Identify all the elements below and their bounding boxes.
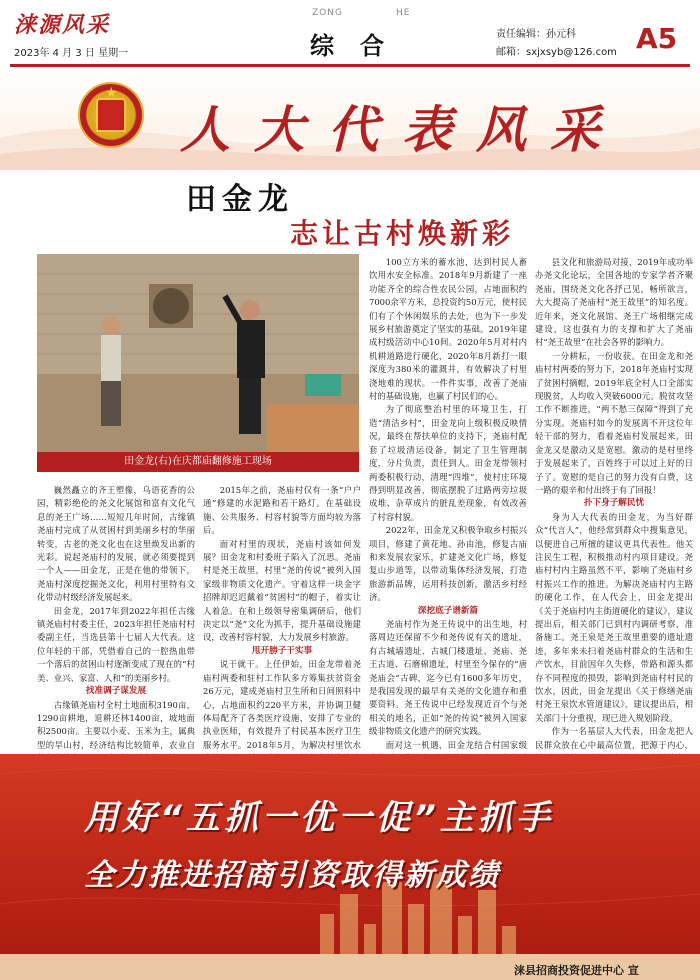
headline-subtitle: 志让古村焕新彩	[290, 217, 515, 250]
advertisement	[0, 754, 700, 980]
subheading: 找准调子谋发展	[85, 686, 147, 697]
paragraph: 100立方米的蓄水池，达到村民人畜饮用水安全标准。2018年9月新建了一座功能齐全的综合性农民公园，占地面积约7000余平方米，总投资约50万元，使村民们有了个休闲娱乐的去处，也为下一步发展乡村旅游奠定了坚实的基础。2019年建成村级活动中心10间。2020年5月对村内机耕道路进行硬化，2020年8月新打一眼深度为380米的灌溉井，有效解决了村里浇地难的现状。一件件实事，改善了尧庙村的基础设施，也赢了村民们的心。	[369, 257, 527, 402]
ad-slogan-line2: 全力推进招商引资取得新成绩	[84, 858, 500, 893]
headline-name: 田金龙	[186, 182, 294, 217]
page-header	[0, 0, 700, 62]
paragraph: 古缘镇尧庙村全村土地面积3190亩，1290亩耕地，退耕还林1400亩，坡地面积2500亩。主要以小麦、玉米为主，属典型的旱山村，经济结构比较简单，农业自	[37, 699, 195, 750]
ad-slogan-line1: 用好“五抓一优一促”主抓手	[84, 798, 554, 838]
section-pinyin-left: ZONG	[312, 8, 343, 18]
section-pinyin-right: HE	[396, 8, 411, 18]
photo-caption: 田金龙(右)在庆都庙翻修施工现场	[37, 452, 359, 472]
editor-name: 责任编辑：孙元科	[496, 29, 576, 40]
column-banner	[0, 68, 700, 170]
paragraph: 为了彻底整治村里的环境卫生，打造“清洁乡村”，田金龙向上级积极反映情况，最终在帮扶单位的支持下，尧庙村配套了垃圾清运设备，制定了卫生管理制度，分片负责，责任到人。田金龙带领村两委积极行动，清理“四堆”，使村庄环境得到明显改善，彻底摆脱了过路两旁垃圾成堆、杂草成片的脏乱差现象，有效改善了村容村貌。	[369, 404, 527, 522]
paragraph: 2022年，田金龙又积极争取乡村振兴项目，修建了黄花地、孙由池，修复古庙和来发展农家乐，扩建尧文化广场，修复复山步道等，以带动集体经济发展，打造旅游新品牌，运用科技创新，激活乡村经济。	[369, 525, 527, 603]
subheading: 扑下身子解民忧	[583, 498, 645, 509]
header-rule	[10, 64, 690, 67]
section-title: 综合	[310, 31, 410, 60]
paragraph: 县文化和旅游局对接，2019年成功举办尧文化论坛，全国各地的专家学者齐聚尧庙，围绕尧文化各抒己见，畅所欲言，大大提高了尧庙村“尧王故里”的知名度。近年来，尧文化展馆、尧王广场相继完成建设，这也强有力的支撑和扩大了尧庙村“尧王故里”在社会各界的影响力。	[535, 257, 693, 348]
subheading: 甩开膀子干实事	[251, 645, 313, 656]
article-column-3	[369, 256, 527, 750]
paragraph: 面对这一机遇，田金龙结合村国家级	[385, 739, 527, 750]
paragraph: 2015年之前，尧庙村仅有一条“户户通”修建的水泥路和若干路灯。在基础设施、公共服务、村容村貌等方面均较为落后。	[203, 485, 361, 536]
ad-credit: 涞县招商投资促进中心 宣	[514, 964, 639, 977]
paragraph: 面对村里的现状，尧庙村该如何发展？田金龙和村委班子陷入了沉思。尧庙村是尧王故里，村里“尧的传说”被列入国家级非物质文化遗产。守着这样一块金字招牌却迟迟戴着“贫困村”的帽子，着实让人着急。在和上级领导密集调研后，他们决定以“尧”文化为抓手，提升基础设施建设，改善村容村貌，大力发展乡村旅游。	[203, 538, 361, 643]
page-number: A5	[636, 22, 678, 55]
paragraph: 身为人大代表的田金龙，为当好群众“代言人”，他经常到群众中搜集意见，以便进自己所擅的建议更具代表性。他关注民生工程，积极推动村内项目建设。尧庙村村内主路虽然不平，影响了尧庙村乡村振兴工作的推进。为解决尧庙村内主路的硬化工作，在人代会上，田金龙提出《关于尧庙村内主街道硬化的建议》，建议提出后，相关部门已到村内调研考察，准备施工。尧王泉是尧王故里重要的遗址遗迹，多年来未扫着尧庙村群众的生活和生产饮水，目前因年久失修，带路和源头都存不同程度的损毁，影响到尧庙村村民的饮水，因此，田金龙提出《关于修缮尧庙村尧王泉饮水管道建议》，建议提出后，相关部门十分重视，现已进入规划阶段。	[535, 511, 693, 723]
subheading: 深挖底子谱新篇	[417, 605, 479, 616]
article-column-4	[535, 256, 693, 750]
paragraph: 一分耕耘，一份收获。在田金龙和尧庙村村两委的努力下，2018年尧庙村实现了贫困村摘帽，2019年底全村人口全部实现脱贫，人均收入突破6000元。脱贫攻坚工作不断推进，“两不愁三保障”得到了充分实现。尧庙村如今的发展离不开这位年轻干部的努力，看着尧庙村发展起来，田金龙又是激动又是宽慰。激动的是村里终于发展起来了，百姓终于可以过上好的日子了。宽慰的是自己的努力没有白费，这一路的艰辛和付出终于有了回报！	[535, 350, 693, 495]
paragraph: 说干就干。上任伊始，田金龙带着尧庙村两委和驻村工作队多方筹集扶贫资金26万元，建成尧庙村卫生所和日间照料中心，占地面积约220平方米，并协调卫健体局配齐了各类医疗设施，安排了专业的执业医师，有效提升了村民基本医疗卫生服务水平。2018年5月，为解决村里饮水	[203, 659, 361, 750]
banner-title: 人大代表风采	[180, 100, 624, 159]
masthead: 涞源风采	[14, 12, 111, 38]
photo-scene	[37, 254, 359, 452]
article-photo	[37, 254, 359, 452]
editor-email: 邮箱：sxjxsyb@126.com	[496, 47, 617, 58]
article-column-1	[37, 484, 195, 750]
national-emblem-icon: ★	[78, 82, 144, 148]
paragraph: 田金龙，2017年到2022年担任古缘镇尧庙村村委主任，2023年担任尧庙村村委副主任，当选县第十七届人大代表。这位年轻的干部，凭借着自己的一腔热血带一个落后的贫困山村逐渐变成了现在的“村美、业兴、家富、人和”的美丽乡村。	[37, 605, 195, 683]
paragraph: 尧庙村作为尧王传说中的出生地，村落周边还保留不少和尧传说有关的遗址，有古城墙遗址、古城门楼遗址、尧庙、尧王古道、石磨棉遗址，村里至今保存的“唐尧庙会”古碑，迄今已有1600多年历史，是我国发现的最早有关尧的文化遗存和重要资料。尧王传说中已经发现近百个与尧相关的地名，正如“尧的传说”被列入国家级非物质文化遗产的研究实践。	[369, 618, 527, 737]
issue-date: 2023年 4 月 3 日 星期一	[14, 48, 129, 59]
paragraph: 巍然矗立的齐王塑像，乌语花香的公园，精彩绝伦的尧文化展馆和富有文化气息的尧王广场……短短几年时间，古缘镇尧庙村完成了从贫困村到美丽乡村的华丽转变，古老的尧文化也在这里焕发出新的光彩。说起尧庙村的发展，就必须要提到一个人——田金龙，正是在他的带领下，尧庙村深度挖掘尧文化，利用村里特有文化带动村级经济发展起来。	[37, 485, 195, 603]
editor-info	[496, 26, 617, 62]
article-column-2	[203, 484, 361, 750]
paragraph: 作为一名基层人大代表，田金龙把人民群众放在心中最高位置，把源于内心，	[535, 726, 693, 750]
